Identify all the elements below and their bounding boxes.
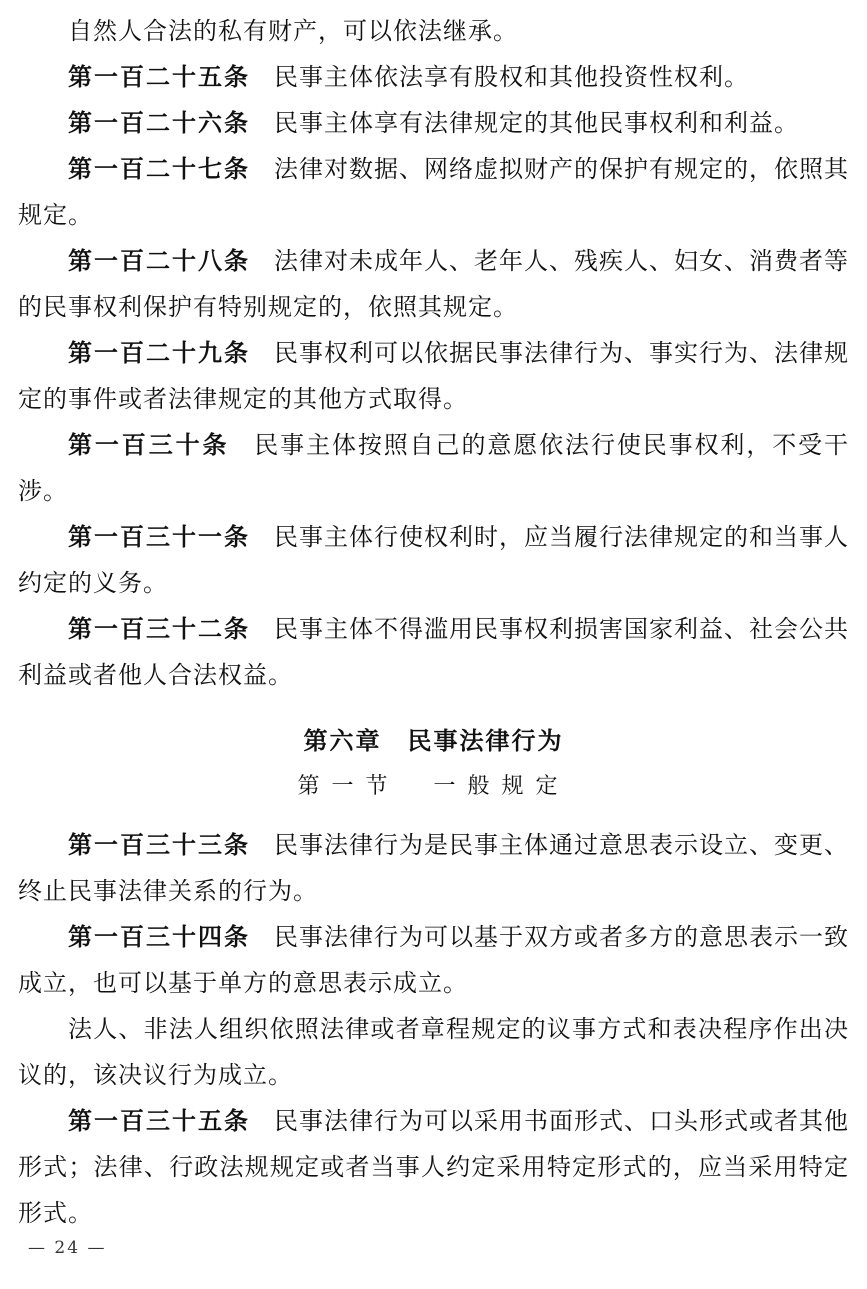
article-text: 民事法律行为是民事主体通过意思表示设立、变更、终止民事法律关系的行为。: [18, 831, 849, 905]
article-131: [18, 514, 849, 606]
article-heading: 第一百三十条: [68, 431, 230, 459]
article-heading: 第一百三十一条: [68, 523, 250, 551]
chapter-title: 第六章 民事法律行为: [303, 727, 564, 755]
article-text: 民事主体依法享有股权和其他投资性权利。: [274, 63, 749, 91]
article-134: [18, 914, 849, 1006]
article-heading: 第一百二十六条: [68, 109, 250, 137]
article-text: 民事法律行为可以采用书面形式、口头形式或者其他形式；法律、行政法规规定或者当事人约定采用特定形式的，应当采用特定形式。: [18, 1107, 849, 1227]
article-133: [18, 822, 849, 914]
article-heading: 第一百二十五条: [68, 63, 250, 91]
article-heading: 第一百三十二条: [68, 615, 250, 643]
article-heading: 第一百三十五条: [68, 1107, 250, 1135]
article-129: [18, 330, 849, 422]
article-132: [18, 606, 849, 698]
article-128: [18, 238, 849, 330]
page-number: — 24 —: [28, 1238, 107, 1258]
article-heading: 第一百二十九条: [68, 339, 250, 367]
article-text: 民事主体按照自己的意愿依法行使民事权利，不受干涉。: [18, 431, 850, 505]
article-heading: 第一百三十三条: [68, 831, 250, 859]
article-126: [18, 100, 849, 146]
article-text: 民事主体享有法律规定的其他民事权利和利益。: [274, 109, 799, 137]
article-130: [18, 422, 849, 514]
article-125: [18, 54, 849, 100]
article-heading: 第一百二十八条: [68, 247, 250, 275]
article-127: [18, 146, 849, 238]
article-heading: 第一百二十七条: [68, 155, 250, 183]
section-title: 第一节 一般规定: [297, 774, 570, 799]
article-text: 民事主体不得滥用民事权利损害国家利益、社会公共利益或者他人合法权益。: [18, 615, 849, 689]
lead-paragraph: 自然人合法的私有财产，可以依法继承。: [68, 17, 518, 45]
article-text: 民事主体行使权利时，应当履行法律规定的和当事人约定的义务。: [18, 523, 849, 597]
article-text: 法律对数据、网络虚拟财产的保护有规定的，依照其规定。: [18, 155, 849, 229]
article-134-paragraph-2: 法人、非法人组织依照法律或者章程规定的议事方式和表决程序作出决议的，该决议行为成立。: [18, 1015, 849, 1089]
document-body: [18, 8, 849, 1236]
article-text: 民事权利可以依据民事法律行为、事实行为、法律规定的事件或者法律规定的其他方式取得。: [18, 339, 849, 413]
article-135: [18, 1098, 849, 1236]
article-heading: 第一百三十四条: [68, 923, 250, 951]
article-text: 法律对未成年人、老年人、残疾人、妇女、消费者等的民事权利保护有特别规定的，依照其规定。: [18, 247, 849, 321]
article-text: 民事法律行为可以基于双方或者多方的意思表示一致成立，也可以基于单方的意思表示成立。: [18, 923, 849, 997]
